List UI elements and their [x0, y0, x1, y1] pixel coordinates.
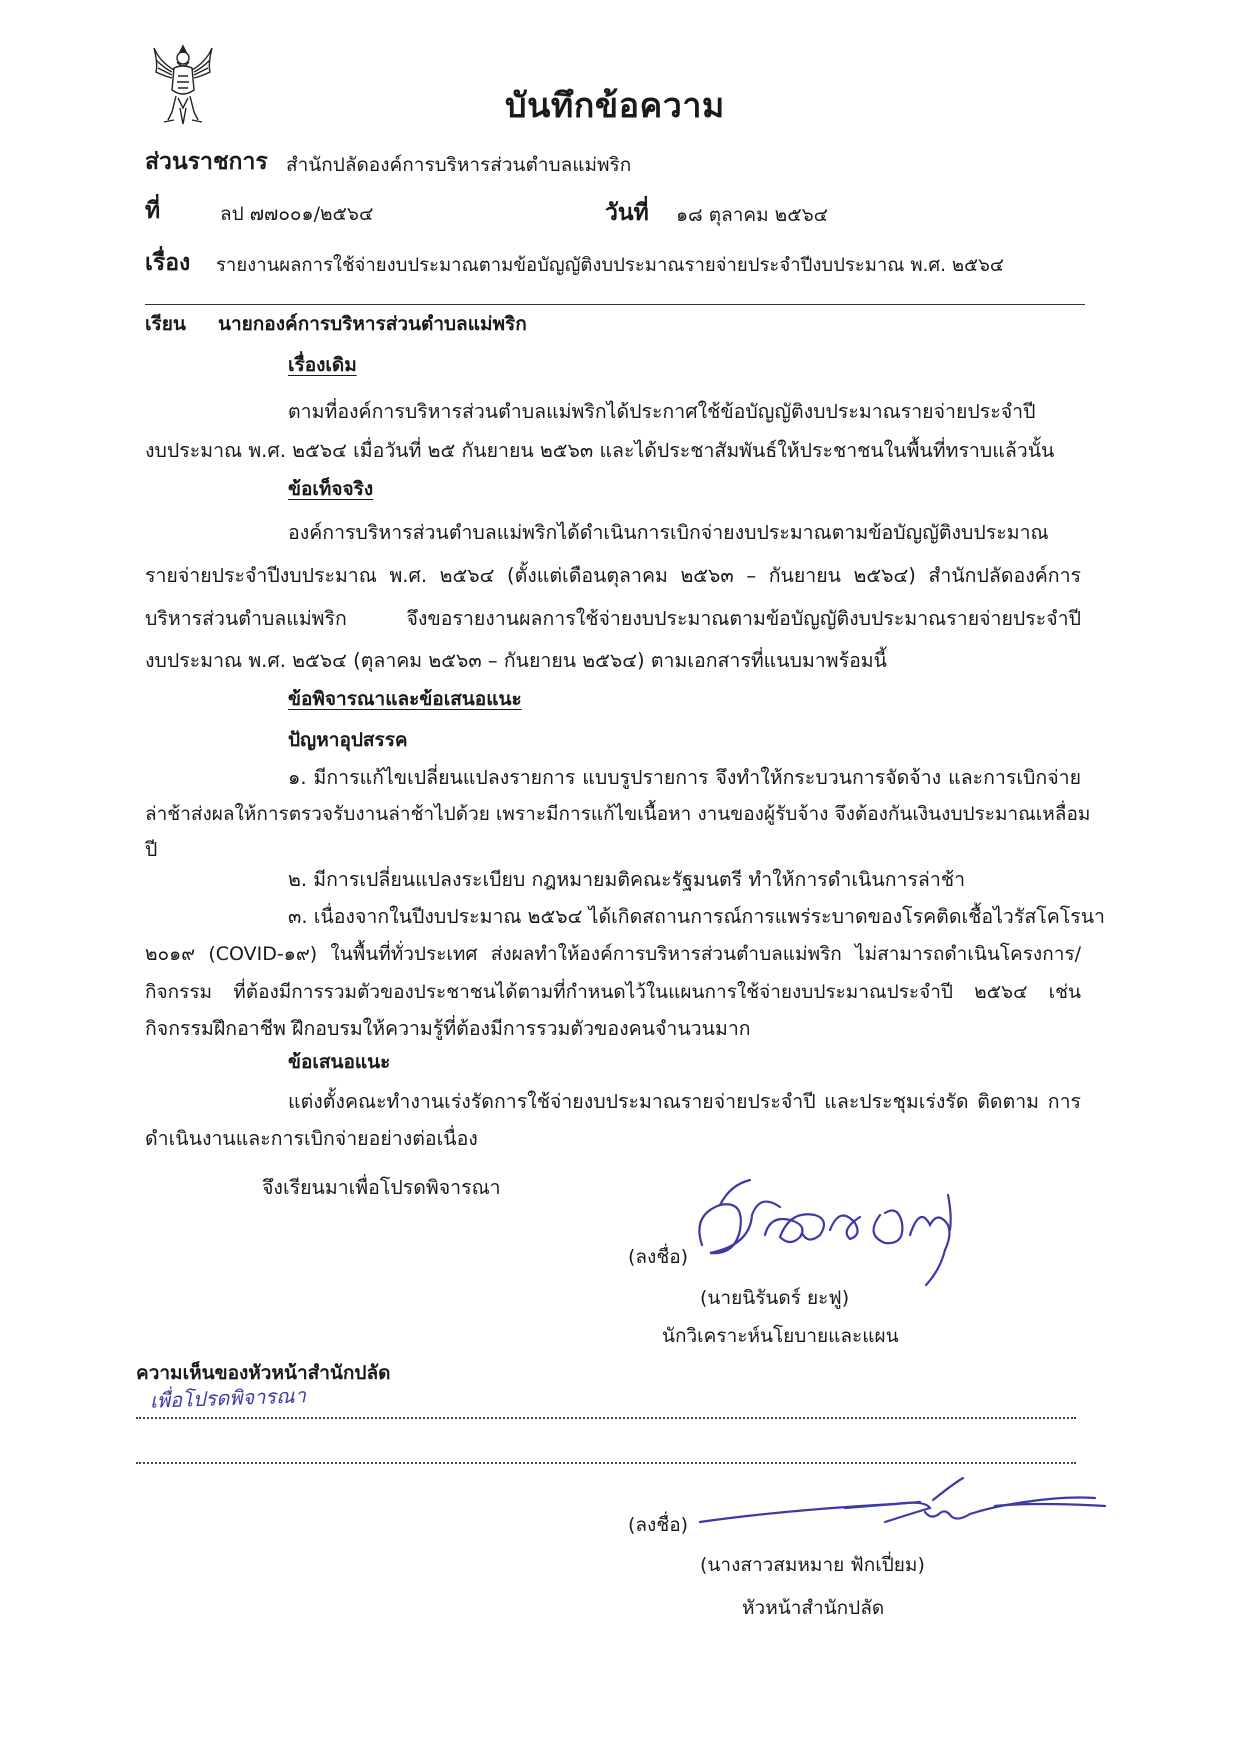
paragraph-line: องค์การบริหารส่วนตำบลแม่พริกได้ดำเนินการเบิกจ่ายงบประมาณตามข้อบัญญัติงบประมาณ — [288, 521, 1049, 544]
section-heading-facts: ข้อเท็จจริง — [288, 478, 374, 500]
section-heading-background: เรื่องเดิม — [288, 354, 357, 376]
paragraph-line: ๒. มีการเปลี่ยนแปลงระเบียบ กฎหมายมติคณะรัฐมนตรี ทำให้การดำเนินการล่าช้า — [288, 868, 966, 891]
reference-label: ที่ — [145, 198, 161, 224]
section-heading-problems: ปัญหาอุปสรรค — [288, 729, 408, 751]
paragraph-line: ปี — [145, 838, 158, 861]
subject-value: รายงานผลการใช้จ่ายงบประมาณตามข้อบัญญัติงบประมาณรายจ่ายประจำปีงบประมาณ พ.ศ. ๒๕๖๔ — [216, 255, 1004, 276]
paragraph-line: ๑. มีการแก้ไขเปลี่ยนแปลงรายการ แบบรูปรายการ จึงทำให้กระบวนการจัดจ้าง และการเบิกจ่าย — [288, 766, 1081, 789]
paragraph-line: ล่าช้าส่งผลให้การตรวจรับงานล่าช้าไปด้วย เพราะมีการแก้ไขเนื้อหา งานของผู้รับจ้าง จึงต้องกันเงินงบประมาณเหลื่อม — [145, 803, 1091, 825]
department-label: ส่วนราชการ — [145, 149, 268, 175]
header-divider — [145, 304, 1085, 305]
paragraph-line: งบประมาณ พ.ศ. ๒๕๖๔ (ตุลาคม ๒๕๖๓ – กันยายน ๒๕๖๔) ตามเอกสารที่แนบมาพร้อมนี้ — [145, 649, 887, 672]
handwritten-opinion: เพื่อโปรดพิจารณา — [149, 1383, 307, 1413]
signer-name: (นายนิรันดร์ ยะฟู) — [700, 1287, 850, 1309]
paragraph-line: ๒๐๑๙ (COVID-๑๙) ในพื้นที่ทั่วประเทศ ส่งผลทำให้องค์การบริหารส่วนตำบลแม่พริก ไม่สามารถดำเนินโครงการ/ — [145, 943, 1081, 965]
signature-label-2: (ลงชื่อ) — [628, 1514, 689, 1536]
reference-value: ลป ๗๗๐๐๑/๒๕๖๔ — [220, 203, 374, 225]
paragraph-line: รายจ่ายประจำปีงบประมาณ พ.ศ. ๒๕๖๔ (ตั้งแต่เดือนตุลาคม ๒๕๖๓ – กันยายน ๒๕๖๔) สำนักปลัดองค์การ — [145, 564, 1081, 587]
section-heading-suggestion: ข้อเสนอแนะ — [288, 1051, 391, 1073]
opinion-heading: ความเห็นของหัวหน้าสำนักปลัด — [136, 1362, 391, 1384]
subject-label: เรื่อง — [145, 250, 191, 276]
date-label: วันที่ — [605, 200, 649, 226]
paragraph-line: บริหารส่วนตำบลแม่พริก จึงขอรายงานผลการใช้จ่ายงบประมาณตามข้อบัญญัติงบประมาณรายจ่ายประจำปี — [145, 607, 1081, 630]
section-heading-considerations: ข้อพิจารณาและข้อเสนอแนะ — [288, 688, 522, 710]
handwritten-signature-2 — [695, 1462, 1115, 1542]
opinion-dotted-line-1 — [136, 1417, 1076, 1419]
paragraph-line: แต่งตั้งคณะทำงานเร่งรัดการใช้จ่ายงบประมาณรายจ่ายประจำปี และประชุมเร่งรัด ติดตาม การ — [288, 1090, 1081, 1113]
date-value: ๑๘ ตุลาคม ๒๕๖๔ — [676, 204, 829, 226]
paragraph-line: กิจกรรมฝึกอาชีพ ฝึกอบรมให้ความรู้ที่ต้องมีการรวมตัวของคนจำนวนมาก — [145, 1017, 751, 1040]
paragraph-line: งบประมาณ พ.ศ. ๒๕๖๔ เมื่อวันที่ ๒๕ กันยายน ๒๕๖๓ และได้ประชาสัมพันธ์ให้ประชาชนในพื้นที่ทราบแล้วนั้น — [145, 439, 1055, 462]
signature-label: (ลงชื่อ) — [628, 1246, 689, 1268]
memo-title: บันทึกข้อความ — [505, 86, 725, 126]
addressee-value: นายกองค์การบริหารส่วนตำบลแม่พริก — [218, 313, 527, 335]
signer-position: นักวิเคราะห์นโยบายและแผน — [662, 1325, 899, 1347]
paragraph-line: ๓. เนื่องจากในปีงบประมาณ ๒๕๖๔ ได้เกิดสถานการณ์การแพร่ระบาดของโรคติดเชื้อไวรัสโคโรนา — [288, 905, 1105, 928]
paragraph-line: กิจกรรม ที่ต้องมีการรวมตัวของประชาชนได้ตามที่กำหนดไว้ในแผนการใช้จ่ายงบประมาณประจำปี ๒๕๖๔ เช่น — [145, 981, 1081, 1003]
garuda-emblem-icon — [150, 42, 216, 128]
department-value: สำนักปลัดองค์การบริหารส่วนตำบลแม่พริก — [286, 154, 632, 176]
signer-name-2: (นางสาวสมหมาย ฟักเปี่ยม) — [700, 1554, 925, 1576]
closing-line: จึงเรียนมาเพื่อโปรดพิจารณา — [262, 1176, 501, 1199]
paragraph-line: ดำเนินงานและการเบิกจ่ายอย่างต่อเนื่อง — [145, 1127, 478, 1150]
paragraph-line: ตามที่องค์การบริหารส่วนตำบลแม่พริกได้ประกาศใช้ข้อบัญญัติงบประมาณรายจ่ายประจำปี — [288, 400, 1036, 423]
signer-position-2: หัวหน้าสำนักปลัด — [742, 1597, 885, 1619]
addressee-label: เรียน — [145, 313, 186, 335]
